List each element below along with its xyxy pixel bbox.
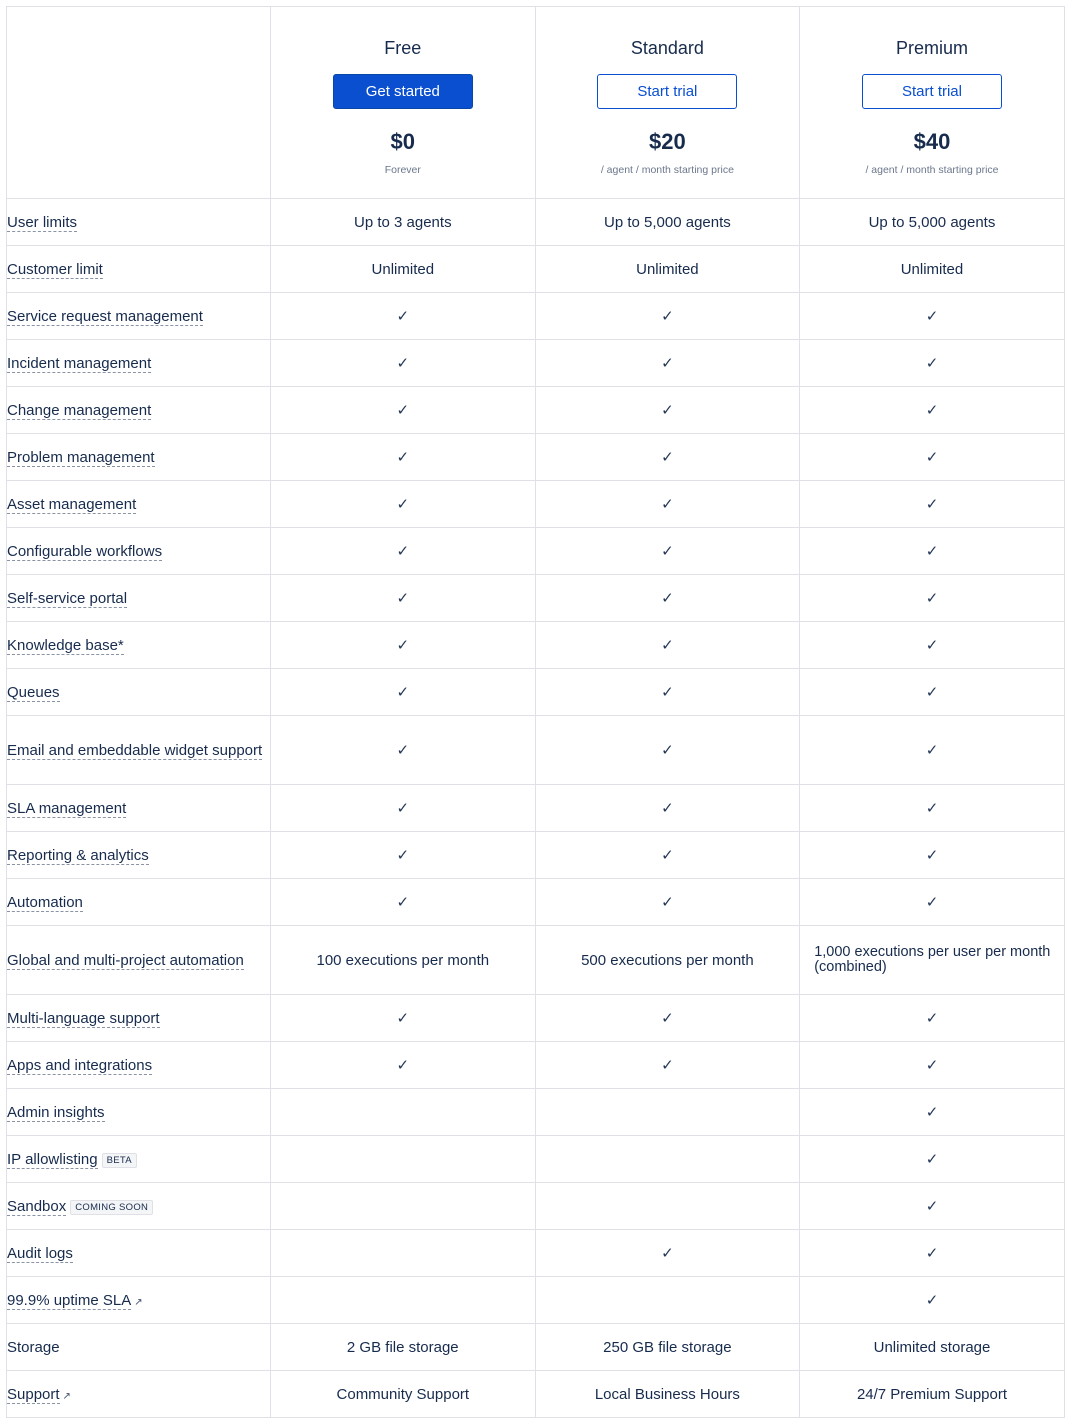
feature-label[interactable]: 99.9% uptime SLA [7, 1291, 132, 1309]
plan-value-cell [800, 575, 1065, 622]
check-icon: ✓ [925, 355, 939, 372]
feature-label[interactable]: Admin insights [7, 1103, 105, 1121]
check-icon: ✓ [925, 1245, 939, 1262]
feature-name-cell [7, 879, 271, 926]
plan-value-cell [271, 199, 536, 246]
plan-value-cell [535, 575, 800, 622]
feature-label[interactable]: SLA management [7, 799, 127, 817]
feature-name-cell [7, 785, 271, 832]
start-trial-premium-button[interactable]: Start trial [862, 74, 1002, 109]
feature-name-cell [7, 434, 271, 481]
feature-row-self-service-portal [7, 575, 1065, 622]
check-icon: ✓ [396, 355, 410, 372]
feature-label[interactable]: Knowledge base* [7, 636, 124, 654]
plan-value-text: 500 executions per month [581, 951, 754, 969]
check-icon: ✓ [396, 543, 410, 560]
check-icon: ✓ [925, 1292, 939, 1309]
plan-value-cell [800, 387, 1065, 434]
plan-price: $40 [913, 128, 951, 154]
plan-value-cell [535, 1089, 800, 1136]
plan-value-cell [800, 246, 1065, 293]
plan-value-cell [271, 575, 536, 622]
plan-value-cell [271, 995, 536, 1042]
plan-value-cell [271, 1042, 536, 1089]
plan-value-cell [535, 434, 800, 481]
plan-value-text: Unlimited [636, 260, 699, 278]
plan-value-cell [271, 246, 536, 293]
plan-value-cell [271, 669, 536, 716]
plan-free [271, 7, 536, 199]
check-icon: ✓ [661, 402, 674, 419]
plan-value-text: Unlimited [900, 260, 964, 278]
check-icon: ✓ [661, 742, 674, 759]
feature-row-admin-insights [7, 1089, 1065, 1136]
plan-value-cell [535, 293, 800, 340]
feature-name-cell [7, 1042, 271, 1089]
plan-value-text: Unlimited [371, 260, 435, 278]
plan-value-cell [800, 716, 1065, 785]
plan-value-cell [800, 926, 1065, 995]
feature-label[interactable]: Queues [7, 683, 60, 701]
plan-value-text: Unlimited storage [873, 1338, 991, 1356]
check-icon: ✓ [661, 355, 674, 372]
plan-value-cell [271, 879, 536, 926]
plan-value-cell [271, 1136, 536, 1183]
check-icon: ✓ [925, 1010, 939, 1027]
feature-row-change-management [7, 387, 1065, 434]
plan-value-text: Up to 3 agents [354, 213, 452, 231]
check-icon: ✓ [661, 847, 674, 864]
feature-label[interactable]: Self-service portal [7, 589, 128, 607]
feature-label[interactable]: Email and embeddable widget support [7, 741, 263, 759]
check-icon: ✓ [661, 590, 674, 607]
check-icon: ✓ [661, 894, 674, 911]
feature-name-cell [7, 1136, 271, 1183]
check-icon: ✓ [396, 684, 410, 701]
feature-row-apps-and-integrations [7, 1042, 1065, 1089]
check-icon: ✓ [661, 543, 674, 560]
plan-value-cell [800, 1277, 1065, 1324]
feature-label[interactable]: Audit logs [7, 1244, 73, 1262]
plan-price: $0 [390, 128, 416, 154]
feature-row-incident-management [7, 340, 1065, 387]
plan-value-cell [800, 1136, 1065, 1183]
plan-value-cell [535, 1371, 800, 1418]
feature-label[interactable]: User limits [7, 213, 77, 231]
check-icon: ✓ [396, 1010, 410, 1027]
check-icon: ✓ [396, 402, 410, 419]
check-icon: ✓ [396, 308, 410, 325]
check-icon: ✓ [661, 637, 674, 654]
check-icon: ✓ [925, 402, 939, 419]
feature-name-cell [7, 293, 271, 340]
pricing-comparison-table [6, 6, 1065, 1418]
check-icon: ✓ [396, 496, 410, 513]
plan-value-cell [271, 293, 536, 340]
plan-value-cell [271, 1230, 536, 1277]
plan-value-cell [271, 1089, 536, 1136]
plan-value-cell [800, 340, 1065, 387]
plan-value-cell [800, 669, 1065, 716]
plan-value-cell [271, 1277, 536, 1324]
check-icon: ✓ [925, 684, 939, 701]
plan-value-cell [800, 434, 1065, 481]
plan-value-cell [800, 1324, 1065, 1371]
plan-value-cell [800, 622, 1065, 669]
feature-name-cell [7, 995, 271, 1042]
feature-name-cell [7, 528, 271, 575]
check-icon: ✓ [396, 800, 410, 817]
feature-row-automation [7, 879, 1065, 926]
feature-row-sandbox [7, 1183, 1065, 1230]
plan-value-cell [535, 1230, 800, 1277]
feature-label[interactable]: Problem management [7, 448, 155, 466]
check-icon: ✓ [925, 1057, 939, 1074]
check-icon: ✓ [396, 894, 410, 911]
check-icon: ✓ [396, 742, 410, 759]
check-icon: ✓ [396, 590, 410, 607]
feature-name-cell [7, 1230, 271, 1277]
plan-value-cell [535, 1277, 800, 1324]
check-icon: ✓ [661, 800, 674, 817]
feature-row-support [7, 1371, 1065, 1418]
plan-value-cell [800, 528, 1065, 575]
feature-name-cell [7, 575, 271, 622]
feature-label[interactable]: IP allowlisting [7, 1150, 98, 1168]
feature-label[interactable]: Multi-language support [7, 1009, 160, 1027]
feature-label: Storage [7, 1338, 60, 1356]
feature-name-cell [7, 1277, 271, 1324]
feature-label[interactable]: Change management [7, 401, 152, 419]
feature-label[interactable]: Sandbox [7, 1197, 67, 1215]
check-icon: ✓ [661, 1010, 674, 1027]
plan-value-cell [271, 926, 536, 995]
feature-row-ip-allowlisting [7, 1136, 1065, 1183]
check-icon: ✓ [661, 1245, 674, 1262]
check-icon: ✓ [925, 800, 939, 817]
feature-row-asset-management [7, 481, 1065, 528]
plan-value-cell [535, 199, 800, 246]
feature-row-global-and-multi-project-automation [7, 926, 1065, 995]
feature-name-cell [7, 340, 271, 387]
plan-value-cell [800, 1230, 1065, 1277]
check-icon: ✓ [396, 637, 410, 654]
plan-value-text: 1,000 executions per user per month (combined) [814, 944, 1051, 975]
plan-price: $20 [649, 128, 686, 154]
feature-row-configurable-workflows [7, 528, 1065, 575]
plan-value-cell [535, 1042, 800, 1089]
plan-value-cell [535, 832, 800, 879]
check-icon: ✓ [925, 590, 939, 607]
plan-value-cell [800, 1183, 1065, 1230]
plan-value-text: Community Support [336, 1385, 470, 1403]
feature-name-cell [7, 1324, 271, 1371]
status-badge: COMING SOON [70, 1200, 153, 1215]
check-icon: ✓ [925, 1198, 939, 1215]
check-icon: ✓ [925, 742, 939, 759]
plan-name: Standard [630, 37, 704, 58]
plan-value-cell [271, 832, 536, 879]
feature-name-cell [7, 246, 271, 293]
plan-price-subtext: / agent / month starting price [865, 163, 999, 176]
plan-value-cell [800, 293, 1065, 340]
plan-value-cell [535, 1183, 800, 1230]
feature-row-user-limits [7, 199, 1065, 246]
plan-value-cell [271, 387, 536, 434]
plan-value-cell [535, 246, 800, 293]
feature-name-cell [7, 1183, 271, 1230]
feature-row-reporting-analytics [7, 832, 1065, 879]
plan-value-cell [800, 832, 1065, 879]
check-icon: ✓ [661, 449, 674, 466]
plan-value-cell [800, 1042, 1065, 1089]
plan-value-cell [800, 785, 1065, 832]
plan-premium [800, 7, 1065, 199]
check-icon: ✓ [925, 543, 939, 560]
check-icon: ✓ [925, 496, 939, 513]
plan-value-cell [800, 199, 1065, 246]
plan-value-cell [271, 434, 536, 481]
check-icon: ✓ [925, 449, 939, 466]
check-icon: ✓ [925, 894, 939, 911]
feature-label[interactable]: Asset management [7, 495, 137, 513]
plan-value-cell [800, 1089, 1065, 1136]
feature-row-multi-language-support [7, 995, 1065, 1042]
plan-value-cell [535, 716, 800, 785]
feature-name-cell [7, 1089, 271, 1136]
feature-label[interactable]: Global and multi-project automation [7, 951, 244, 969]
empty-header-cell [7, 7, 271, 199]
plan-value-text: 250 GB file storage [603, 1338, 732, 1356]
feature-row-service-request-management [7, 293, 1065, 340]
plan-value-text: 2 GB file storage [346, 1338, 459, 1356]
feature-row-99-9-uptime-sla [7, 1277, 1065, 1324]
check-icon: ✓ [396, 1057, 410, 1074]
check-icon: ✓ [661, 1057, 674, 1074]
start-trial-standard-button[interactable]: Start trial [597, 74, 737, 109]
feature-name-cell [7, 669, 271, 716]
external-link-icon[interactable]: ↗ [134, 1296, 143, 1308]
plan-value-text: 100 executions per month [316, 951, 490, 969]
plan-value-cell [800, 1371, 1065, 1418]
check-icon: ✓ [925, 1104, 939, 1121]
plan-value-cell [271, 785, 536, 832]
feature-row-queues [7, 669, 1065, 716]
plan-value-cell [535, 1324, 800, 1371]
check-icon: ✓ [661, 496, 674, 513]
plan-value-cell [800, 995, 1065, 1042]
feature-row-sla-management [7, 785, 1065, 832]
status-badge: BETA [102, 1153, 137, 1168]
feature-label[interactable]: Service request management [7, 307, 203, 325]
plan-name: Free [384, 37, 422, 58]
plan-value-cell [271, 481, 536, 528]
plan-value-cell [535, 387, 800, 434]
plan-standard [535, 7, 800, 199]
check-icon: ✓ [925, 308, 939, 325]
plan-value-cell [535, 340, 800, 387]
feature-name-cell [7, 1371, 271, 1418]
feature-row-knowledge-base [7, 622, 1065, 669]
plan-value-cell [535, 622, 800, 669]
plan-value-cell [271, 528, 536, 575]
plan-value-cell [535, 669, 800, 716]
plan-value-text: 24/7 Premium Support [856, 1385, 1008, 1403]
feature-name-cell [7, 716, 271, 785]
feature-label[interactable]: Reporting & analytics [7, 846, 149, 864]
plan-value-cell [535, 528, 800, 575]
plan-name: Premium [895, 37, 968, 58]
check-icon: ✓ [396, 449, 410, 466]
plan-value-cell [271, 1324, 536, 1371]
plan-value-cell [271, 716, 536, 785]
check-icon: ✓ [925, 637, 939, 654]
plan-price-subtext: Forever [384, 163, 421, 176]
plan-value-cell [271, 1371, 536, 1418]
feature-name-cell [7, 622, 271, 669]
feature-row-customer-limit [7, 246, 1065, 293]
plan-value-cell [535, 785, 800, 832]
check-icon: ✓ [925, 847, 939, 864]
plan-value-cell [271, 622, 536, 669]
feature-name-cell [7, 387, 271, 434]
plan-value-cell [535, 995, 800, 1042]
plan-value-cell [535, 879, 800, 926]
check-icon: ✓ [925, 1151, 939, 1168]
feature-label[interactable]: Customer limit [7, 260, 103, 278]
feature-name-cell [7, 199, 271, 246]
feature-name-cell [7, 481, 271, 528]
plan-price-subtext: / agent / month starting price [600, 163, 734, 176]
plan-value-cell [535, 481, 800, 528]
plan-value-cell [271, 1183, 536, 1230]
plan-value-text: Local Business Hours [594, 1385, 740, 1403]
feature-label[interactable]: Support [7, 1385, 60, 1403]
plan-value-cell [535, 1136, 800, 1183]
feature-label[interactable]: Automation [7, 893, 83, 911]
get-started-button[interactable]: Get started [333, 74, 473, 109]
feature-row-problem-management [7, 434, 1065, 481]
feature-label[interactable]: Incident management [7, 354, 152, 372]
external-link-icon[interactable]: ↗ [62, 1390, 71, 1402]
plan-value-cell [535, 926, 800, 995]
feature-label[interactable]: Apps and integrations [7, 1056, 153, 1074]
check-icon: ✓ [661, 308, 674, 325]
plan-header-row [7, 7, 1065, 199]
plan-value-cell [800, 879, 1065, 926]
feature-row-storage [7, 1324, 1065, 1371]
check-icon: ✓ [661, 684, 674, 701]
check-icon: ✓ [396, 847, 410, 864]
plan-value-cell [271, 340, 536, 387]
feature-label[interactable]: Configurable workflows [7, 542, 163, 560]
plan-value-cell [800, 481, 1065, 528]
plan-value-text: Up to 5,000 agents [868, 213, 996, 231]
feature-name-cell [7, 926, 271, 995]
feature-row-audit-logs [7, 1230, 1065, 1277]
plan-value-text: Up to 5,000 agents [604, 213, 731, 231]
feature-row-email-and-embeddable-widget-support [7, 716, 1065, 785]
feature-name-cell [7, 832, 271, 879]
